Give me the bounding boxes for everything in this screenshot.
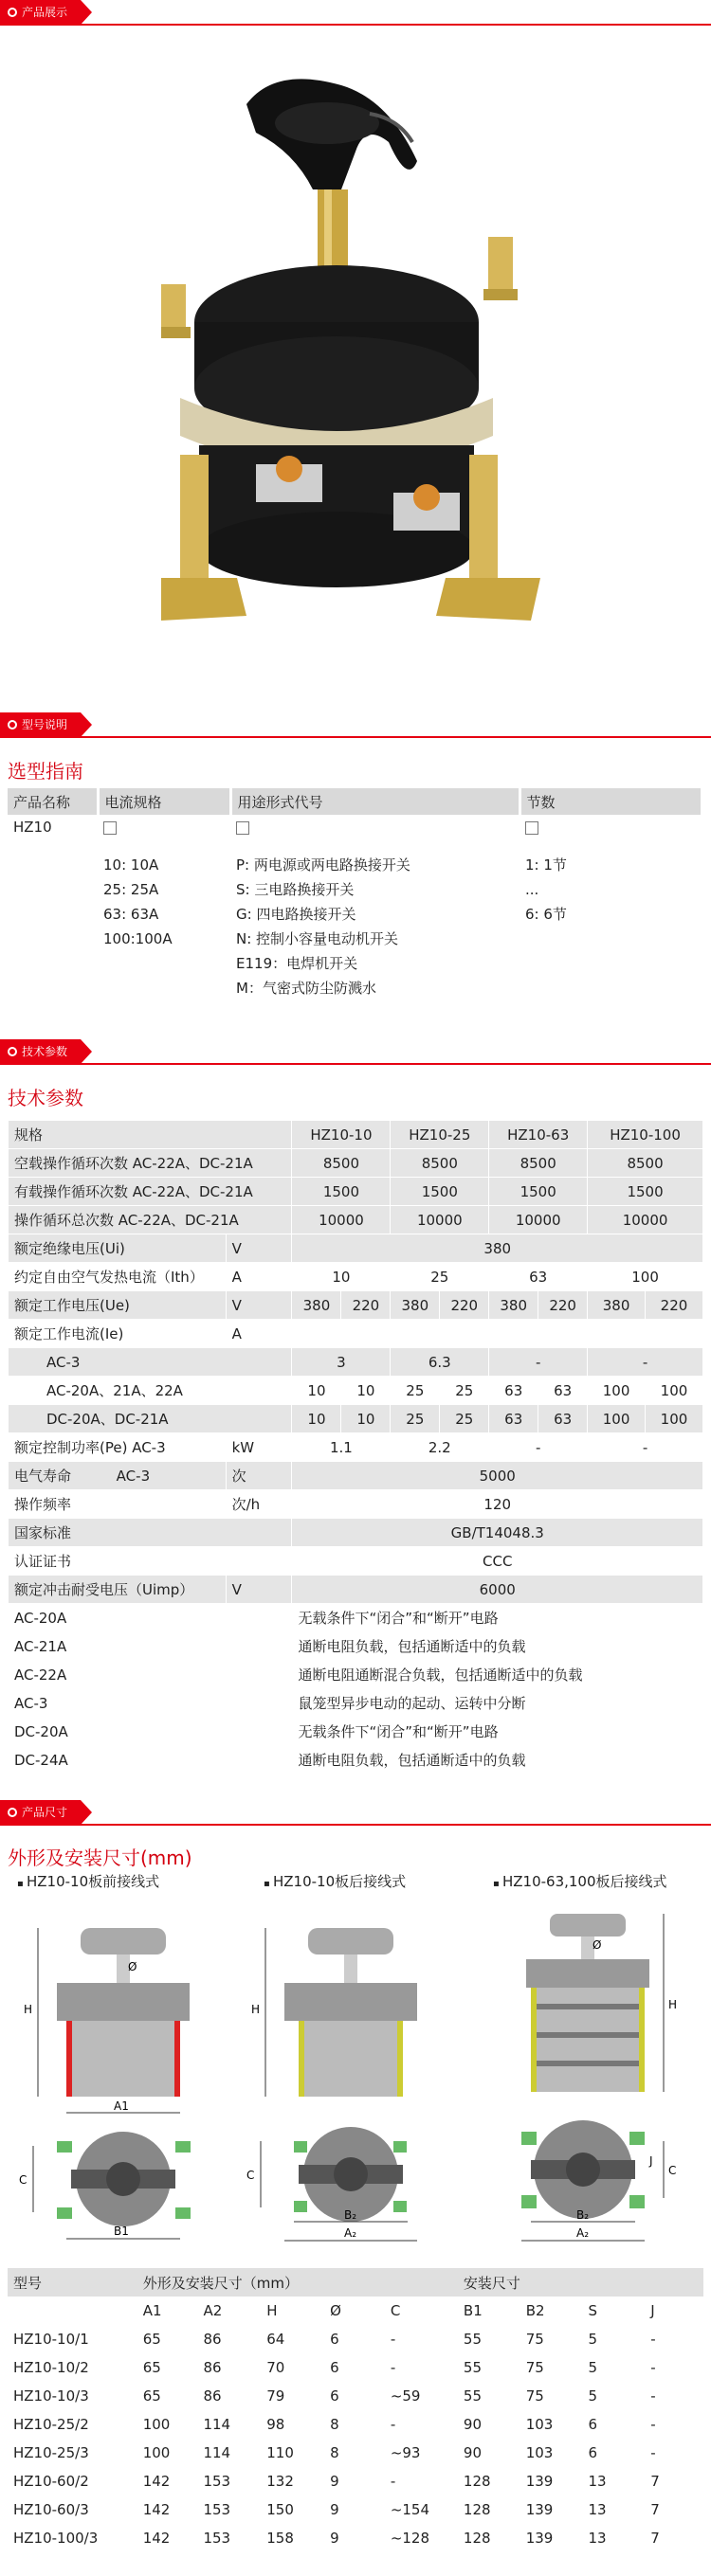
table-cell: 153 — [203, 2501, 231, 2518]
spec-row: 额定控制功率(Pe) AC-3 kW 1.1 2.2 - - — [9, 1433, 703, 1462]
circle-icon — [8, 1047, 17, 1056]
table-cell: - — [390, 2416, 396, 2433]
dimension-diagram-3 — [474, 1900, 702, 2250]
table-cell: 128 — [463, 2501, 491, 2518]
guide-header: 节数 — [520, 788, 702, 815]
table-cell: 6 — [588, 2416, 598, 2433]
use-item: M：气密式防尘防溅水 — [236, 980, 376, 997]
spec-row: 国家标准 GB/T14048.3 — [9, 1519, 703, 1547]
spec-row: 操作频率 次/h 120 — [9, 1490, 703, 1519]
table-cell: 103 — [525, 2444, 554, 2461]
table-cell: 6 — [588, 2444, 598, 2461]
svg-text:B1: B1 — [114, 2225, 129, 2238]
section-line — [0, 736, 711, 738]
dimension-diagram-1 — [14, 1900, 232, 2250]
svg-text:Ø: Ø — [592, 1938, 602, 1952]
current-item: 25: 25A — [103, 881, 159, 898]
table-cell: 75 — [525, 2359, 544, 2376]
svg-text:B₂: B₂ — [344, 2208, 357, 2222]
table-cell: HZ10-10/2 — [13, 2359, 89, 2376]
spec-row: 约定自由空气发热电流（Ith） A 10 25 63 100 — [9, 1263, 703, 1291]
table-cell: 79 — [266, 2387, 285, 2405]
table-cell: 86 — [203, 2359, 222, 2376]
table-cell: 128 — [463, 2473, 491, 2490]
table-cell: 13 — [588, 2501, 607, 2518]
spec-row: 额定工作电压(Ue) V 380 220 380 220 380 220 380 220 — [9, 1291, 703, 1320]
table-row — [8, 2353, 703, 2382]
svg-text:H: H — [251, 2003, 261, 2016]
svg-text:Ø: Ø — [128, 1960, 137, 1973]
table-cell: 100 — [142, 2444, 171, 2461]
svg-text:A₂: A₂ — [344, 2226, 357, 2240]
table-cell: 70 — [266, 2359, 285, 2376]
diagram-caption: ▪ HZ10-10板前接线式 — [17, 1871, 159, 1891]
category-row: DC-24A 通断电阻负载，包括通断适中的负载 — [9, 1746, 703, 1774]
guide-product-name: HZ10 — [13, 819, 52, 836]
dims-subheader: B1 — [463, 2302, 483, 2319]
size-title: 外形及安装尺寸(mm) — [8, 1846, 192, 1869]
table-cell: HZ10-100/3 — [13, 2530, 99, 2547]
guide-table — [8, 788, 703, 1000]
table-cell: - — [390, 2359, 396, 2376]
spec-row: DC-20A、DC-21A 10 10 25 25 63 63 100 100 — [9, 1405, 703, 1433]
category-row: AC-22A 通断电阻通断混合负载，包括通断适中的负载 — [9, 1661, 703, 1689]
table-cell: 7 — [650, 2530, 660, 2547]
table-cell: 7 — [650, 2501, 660, 2518]
table-cell: - — [650, 2444, 656, 2461]
table-row — [8, 2467, 703, 2495]
dims-subheader: J — [650, 2302, 655, 2319]
table-cell: 100 — [142, 2416, 171, 2433]
spec-row: 额定绝缘电压(Ui) V 380 — [9, 1234, 703, 1263]
table-cell: HZ10-25/2 — [13, 2416, 89, 2433]
table-cell: 65 — [142, 2331, 161, 2348]
table-cell: 9 — [330, 2530, 339, 2547]
dims-header: 外形及安装尺寸（mm） — [137, 2268, 458, 2297]
table-cell: 55 — [463, 2387, 482, 2405]
use-item: P: 两电源或两电路换接开关 — [236, 856, 410, 874]
product-image — [161, 47, 559, 644]
table-cell: 9 — [330, 2473, 339, 2490]
svg-text:B₂: B₂ — [576, 2208, 590, 2222]
spec-table — [8, 1120, 703, 1774]
table-cell: 6 — [330, 2359, 339, 2376]
table-row — [8, 2439, 703, 2467]
table-cell: 13 — [588, 2473, 607, 2490]
svg-text:A1: A1 — [114, 2099, 129, 2113]
table-cell: ~93 — [390, 2444, 421, 2461]
section-item: ... — [525, 881, 539, 898]
table-cell: 55 — [463, 2359, 482, 2376]
section-line — [0, 1063, 711, 1065]
table-cell: - — [650, 2331, 656, 2348]
table-cell: 75 — [525, 2331, 544, 2348]
table-cell: ~128 — [390, 2530, 430, 2547]
section-line — [0, 24, 711, 26]
table-cell: 153 — [203, 2530, 231, 2547]
section-tab-model: 型号说明 — [0, 712, 81, 737]
circle-icon — [8, 720, 17, 730]
diagram-caption: ▪ HZ10-63,100板后接线式 — [493, 1871, 667, 1891]
table-cell: 114 — [203, 2416, 231, 2433]
table-cell: 128 — [463, 2530, 491, 2547]
tech-title: 技术参数 — [8, 1087, 83, 1109]
current-item: 10: 10A — [103, 856, 159, 874]
use-item: S: 三电路换接开关 — [236, 881, 355, 898]
table-row — [8, 2524, 703, 2552]
svg-text:C: C — [19, 2173, 27, 2187]
table-cell: HZ10-60/3 — [13, 2501, 89, 2518]
section-line — [0, 1824, 711, 1826]
table-cell: 9 — [330, 2501, 339, 2518]
use-item: E119：电焊机开关 — [236, 955, 358, 972]
table-cell: HZ10-25/3 — [13, 2444, 89, 2461]
table-row — [8, 2325, 703, 2353]
table-cell: HZ10-60/2 — [13, 2473, 89, 2490]
use-item: N: 控制小容量电动机开关 — [236, 930, 399, 947]
svg-text:C: C — [668, 2164, 677, 2177]
table-cell: 132 — [266, 2473, 294, 2490]
table-cell: 13 — [588, 2530, 607, 2547]
spec-row: 认证证书 CCC — [9, 1547, 703, 1576]
table-cell: 98 — [266, 2416, 285, 2433]
dims-subheader: A2 — [203, 2302, 223, 2319]
checkbox-placeholder — [236, 821, 249, 835]
table-cell: 6 — [330, 2331, 339, 2348]
spec-row: AC-3 3 6.3 - - — [9, 1348, 703, 1377]
table-cell: 8 — [330, 2416, 339, 2433]
table-cell: - — [650, 2387, 656, 2405]
checkbox-placeholder — [525, 821, 538, 835]
table-cell: 142 — [142, 2473, 171, 2490]
spec-row: 电气寿命 AC-3 次 5000 — [9, 1462, 703, 1490]
svg-text:A₂: A₂ — [576, 2226, 590, 2240]
checkbox-placeholder — [103, 821, 117, 835]
guide-header: 电流规格 — [98, 788, 230, 815]
dims-subheader: H — [266, 2302, 278, 2319]
current-item: 63: 63A — [103, 906, 159, 923]
category-row: AC-20A 无载条件下“闭合”和“断开”电路 — [9, 1604, 703, 1632]
spec-row: 额定工作电流(Ie) A — [9, 1320, 703, 1348]
table-cell: - — [390, 2473, 396, 2490]
table-cell: 103 — [525, 2416, 554, 2433]
table-cell: 65 — [142, 2387, 161, 2405]
table-cell: 139 — [525, 2530, 554, 2547]
category-row: DC-20A 无载条件下“闭合”和“断开”电路 — [9, 1718, 703, 1746]
table-row — [8, 2382, 703, 2410]
table-cell: 55 — [463, 2331, 482, 2348]
svg-text:H: H — [24, 2003, 33, 2016]
spec-row: AC-20A、21A、22A 10 10 25 25 63 63 100 100 — [9, 1377, 703, 1405]
table-cell: 5 — [588, 2387, 598, 2405]
circle-icon — [8, 1808, 17, 1817]
table-cell: 153 — [203, 2473, 231, 2490]
table-cell: 142 — [142, 2501, 171, 2518]
table-cell: HZ10-10/1 — [13, 2331, 89, 2348]
spec-row: 空载操作循环次数 AC-22A、DC-21A 8500 8500 8500 8500 — [9, 1149, 703, 1178]
dims-subheader: S — [588, 2302, 597, 2319]
svg-text:H: H — [668, 1998, 678, 2011]
dims-header: 型号 — [8, 2268, 137, 2297]
spec-row: 额定冲击耐受电压（Uimp） V 6000 — [9, 1576, 703, 1604]
table-cell: 139 — [525, 2501, 554, 2518]
spec-row: 有载操作循环次数 AC-22A、DC-21A 1500 1500 1500 1500 — [9, 1178, 703, 1206]
table-cell: 64 — [266, 2331, 285, 2348]
table-cell: 5 — [588, 2359, 598, 2376]
table-cell: 139 — [525, 2473, 554, 2490]
dims-header: 安装尺寸 — [458, 2268, 703, 2297]
table-cell: ~59 — [390, 2387, 421, 2405]
dims-subheader: C — [390, 2302, 401, 2319]
category-row: AC-3 鼠笼型异步电动的起动、运转中分断 — [9, 1689, 703, 1718]
table-cell: HZ10-10/3 — [13, 2387, 89, 2405]
table-cell: - — [390, 2331, 396, 2348]
table-cell: 8 — [330, 2444, 339, 2461]
svg-text:J: J — [649, 2154, 653, 2168]
svg-text:C: C — [246, 2169, 255, 2182]
table-cell: 86 — [203, 2387, 222, 2405]
section-item: 1: 1节 — [525, 856, 567, 874]
table-cell: 142 — [142, 2530, 171, 2547]
table-row — [8, 2410, 703, 2439]
table-cell: 75 — [525, 2387, 544, 2405]
table-cell: 150 — [266, 2501, 294, 2518]
table-cell: 110 — [266, 2444, 294, 2461]
use-item: G: 四电路换接开关 — [236, 906, 356, 923]
table-cell: 90 — [463, 2444, 482, 2461]
section-tab-tech: 技术参数 — [0, 1039, 81, 1064]
section-tab-size: 产品尺寸 — [0, 1800, 81, 1825]
guide-header: 用途形式代号 — [230, 788, 520, 815]
table-row — [8, 2495, 703, 2524]
dims-subheader: Ø — [330, 2302, 341, 2319]
spec-row: 操作循环总次数 AC-22A、DC-21A 10000 10000 10000 10000 — [9, 1206, 703, 1234]
table-cell: 114 — [203, 2444, 231, 2461]
dimension-diagram-2 — [242, 1900, 460, 2250]
diagram-caption: ▪ HZ10-10板后接线式 — [264, 1871, 406, 1891]
table-cell: 65 — [142, 2359, 161, 2376]
category-row: AC-21A 通断电阻负载，包括通断适中的负载 — [9, 1632, 703, 1661]
table-cell: - — [650, 2359, 656, 2376]
spec-header-row: 规格 HZ10-10 HZ10-25 HZ10-63 HZ10-100 — [9, 1121, 703, 1149]
guide-header: 产品名称 — [8, 788, 98, 815]
table-cell: ~154 — [390, 2501, 430, 2518]
dimensions-table — [8, 2268, 703, 2552]
current-item: 100:100A — [103, 930, 173, 947]
table-cell: 90 — [463, 2416, 482, 2433]
table-cell: 5 — [588, 2331, 598, 2348]
table-cell: 158 — [266, 2530, 294, 2547]
table-cell: 6 — [330, 2387, 339, 2405]
circle-icon — [8, 8, 17, 17]
table-cell: - — [650, 2416, 656, 2433]
section-tab-display: 产品展示 — [0, 0, 81, 25]
guide-title: 选型指南 — [8, 760, 83, 783]
table-cell: 86 — [203, 2331, 222, 2348]
section-item: 6: 6节 — [525, 906, 567, 923]
dims-subheader: B2 — [525, 2302, 545, 2319]
dims-subheader: A1 — [142, 2302, 162, 2319]
table-cell: 7 — [650, 2473, 660, 2490]
